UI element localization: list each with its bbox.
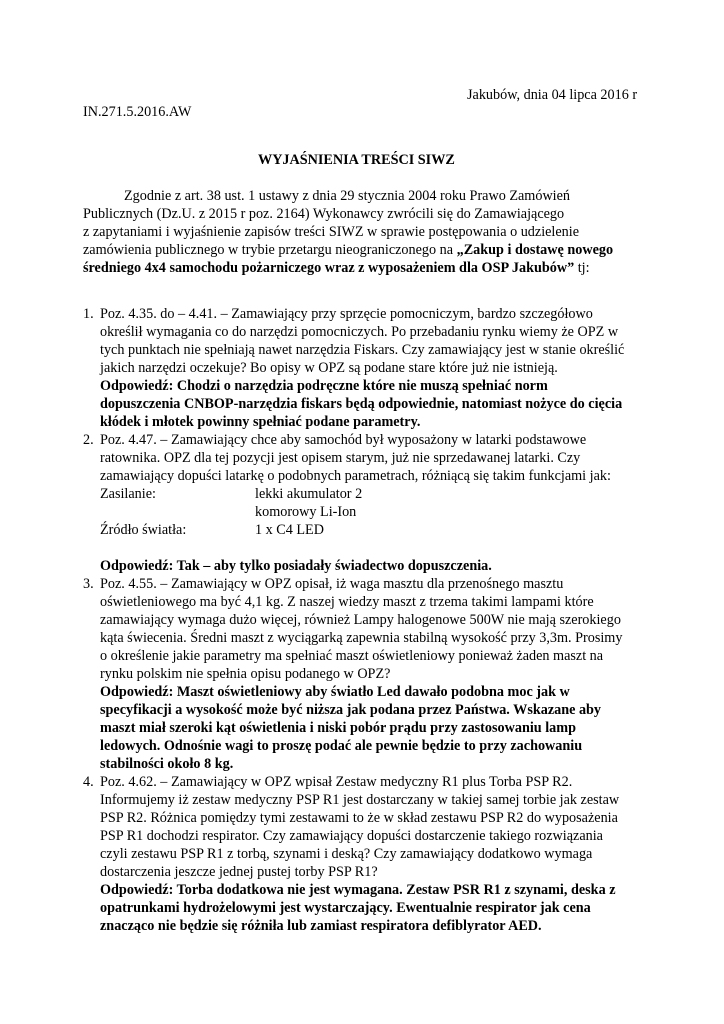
item-number: 1. — [83, 306, 94, 322]
question-line: określił wymagania co do narzędzi pomocniczych. Po przebadaniu rynku wiemy że OPZ w — [100, 324, 619, 340]
intro-line: Publicznych (Dz.U. z 2015 r poz. 2164) Wykonawcy zwrócili się do Zamawiającego — [83, 206, 565, 222]
document-title: WYJAŚNIENIA TREŚCI SIWZ — [258, 152, 455, 168]
question-line: oświetleniowego ma być 4,1 kg. Z naszej wiedzy maszt z trzema takimi lampami które — [100, 594, 594, 610]
spec-value: komorowy Li-Ion — [255, 504, 357, 520]
spec-row — [83, 503, 663, 521]
spec-value: lekki akumulator 2 — [255, 486, 363, 502]
spec-key — [83, 503, 255, 521]
answer-line: Odpowiedź: Chodzi o narzędzia podręczne które nie muszą spełniać norm — [100, 378, 548, 394]
question-item — [83, 575, 663, 773]
answer-line: dopuszczenia CNBOP-narzędzia fiskars będą odpowiednie, natomiast nożyce do cięcia — [100, 396, 623, 412]
intro-text: tj: — [574, 260, 590, 276]
spec-row — [83, 485, 663, 503]
answer-line: kłódek i młotek powinny spełniać podane parametry. — [100, 414, 421, 430]
question-line: kąta świecenia. Średni maszt z wyciągarką zapewnia stabilną wysokość przy 3,3m. Prosimy — [100, 630, 623, 646]
answer-line: maszt miał szeroki kąt oświetlenia i niski pobór prądu przy zastosowaniu lamp — [100, 720, 576, 736]
question-item — [83, 305, 663, 431]
question-line: PSP R1 dochodzi respirator. Czy zamawiający dopuści dostarczenie takiego rozwiązania — [100, 828, 603, 844]
question-line: jakich narzędzi oczekuje? Bo opisy w OPZ są podane stare które już nie istnieją. — [100, 360, 558, 376]
answer-line: Odpowiedź: Torba dodatkowa nie jest wymagana. Zestaw PSR R1 z szynami, deska z — [100, 882, 616, 898]
intro-text: zamówienia publicznego w trybie przetargu nieograniczonego na — [83, 242, 457, 258]
question-line: Poz. 4.55. – Zamawiający w OPZ opisał, iż waga masztu dla przenośnego masztu — [100, 576, 564, 592]
question-line: zamawiający wymaga dużo więcej, również Lampy halogenowe 500W nie mają szerokiego — [100, 612, 621, 628]
answer-line: znacząco nie będzie się różniła lub zamiast respiratora defiblyrator AED. — [100, 918, 542, 934]
tender-name-cont: średniego 4x4 samochodu pożarniczego wraz z wyposażeniem dla OSP Jakubów” — [83, 260, 575, 276]
question-item — [83, 773, 663, 935]
answer-line: specyfikacji a wysokość może być niższa jak podana przez Państwa. Wskazane aby — [100, 702, 602, 718]
answer-line: ledowych. Odnośnie wagi to proszę podać ale pewnie będzie to przy zachowaniu — [100, 738, 583, 754]
questions-list — [83, 305, 663, 935]
intro-line — [83, 259, 643, 277]
intro-line — [83, 241, 643, 259]
question-line: Poz. 4.62. – Zamawiający w OPZ wpisał Zestaw medyczny R1 plus Torba PSP R2. — [100, 774, 573, 790]
answer-line: Odpowiedź: Tak – aby tylko posiadały świadectwo dopuszczenia. — [100, 558, 492, 574]
question-line: Poz. 4.47. – Zamawiający chce aby samochód był wyposażony w latarki podstawowe — [100, 432, 587, 448]
spec-key: Źródło światła: — [100, 522, 187, 538]
spacer — [83, 539, 663, 557]
question-line: zamawiający dopuści latarkę o podobnych parametrach, różniącą się takim funkcjami jak: — [100, 468, 611, 484]
spec-value: 1 x C4 LED — [255, 522, 324, 538]
spec-key: Zasilanie: — [100, 486, 156, 502]
intro-paragraph — [83, 187, 643, 277]
place-date: Jakubów, dnia 04 lipca 2016 r — [467, 87, 638, 103]
item-number: 2. — [83, 432, 94, 448]
question-line: PSP R2. Różnica pomiędzy tymi zestawami to że w skład zestawu PSP R2 do wyposażenia — [100, 810, 618, 826]
intro-line: z zapytaniami i wyjaśnienie zapisów treści SIWZ w sprawie postępowania o udzielenie — [83, 224, 580, 240]
spec-row — [83, 521, 663, 539]
question-line: Poz. 4.35. do – 4.41. – Zamawiający przy sprzęcie pomocniczym, bardzo szczegółowo — [100, 306, 593, 322]
tender-name: „Zakup i dostawę nowego — [456, 242, 614, 258]
question-line: czyli zestawu PSP R1 z torbą, szynami i deską? Czy zamawiający dodatkowo wymaga — [100, 846, 593, 862]
question-line: rynku polskim nie spełnia opisu podanego w OPZ? — [100, 666, 391, 682]
question-item — [83, 431, 663, 575]
answer-line: Odpowiedź: Maszt oświetleniowy aby światło Led dawało podobna moc jak w — [100, 684, 570, 700]
answer-line: stabilności około 8 kg. — [100, 756, 234, 772]
question-line: o określenie jakie parametry ma spełniać maszt oświetleniowy ponieważ żaden maszt na — [100, 648, 604, 664]
question-line: dostarczenia jeszcze jednej pustej torby PSP R1? — [100, 864, 378, 880]
question-line: ratownika. OPZ dla tej pozycji jest opisem starym, już nie sprzedawanej latarki. Czy — [100, 450, 581, 466]
question-line: tych punktach nie spełniają nawet narzędzia Fiskars. Czy zamawiający jest w stanie określić — [100, 342, 625, 358]
answer-line: opatrunkami hydrożelowymi jest wystarczający. Ewentualnie respirator jak cena — [100, 900, 591, 916]
document-number: IN.271.5.2016.AW — [83, 104, 192, 120]
item-number: 3. — [83, 576, 94, 592]
question-line: Informujemy iż zestaw medyczny PSP R1 jest dostarczany w takiej samej torbie jak zestaw — [100, 792, 620, 808]
intro-line: Zgodnie z art. 38 ust. 1 ustawy z dnia 29 stycznia 2004 roku Prawo Zamówień — [124, 188, 571, 204]
item-number: 4. — [83, 774, 94, 790]
